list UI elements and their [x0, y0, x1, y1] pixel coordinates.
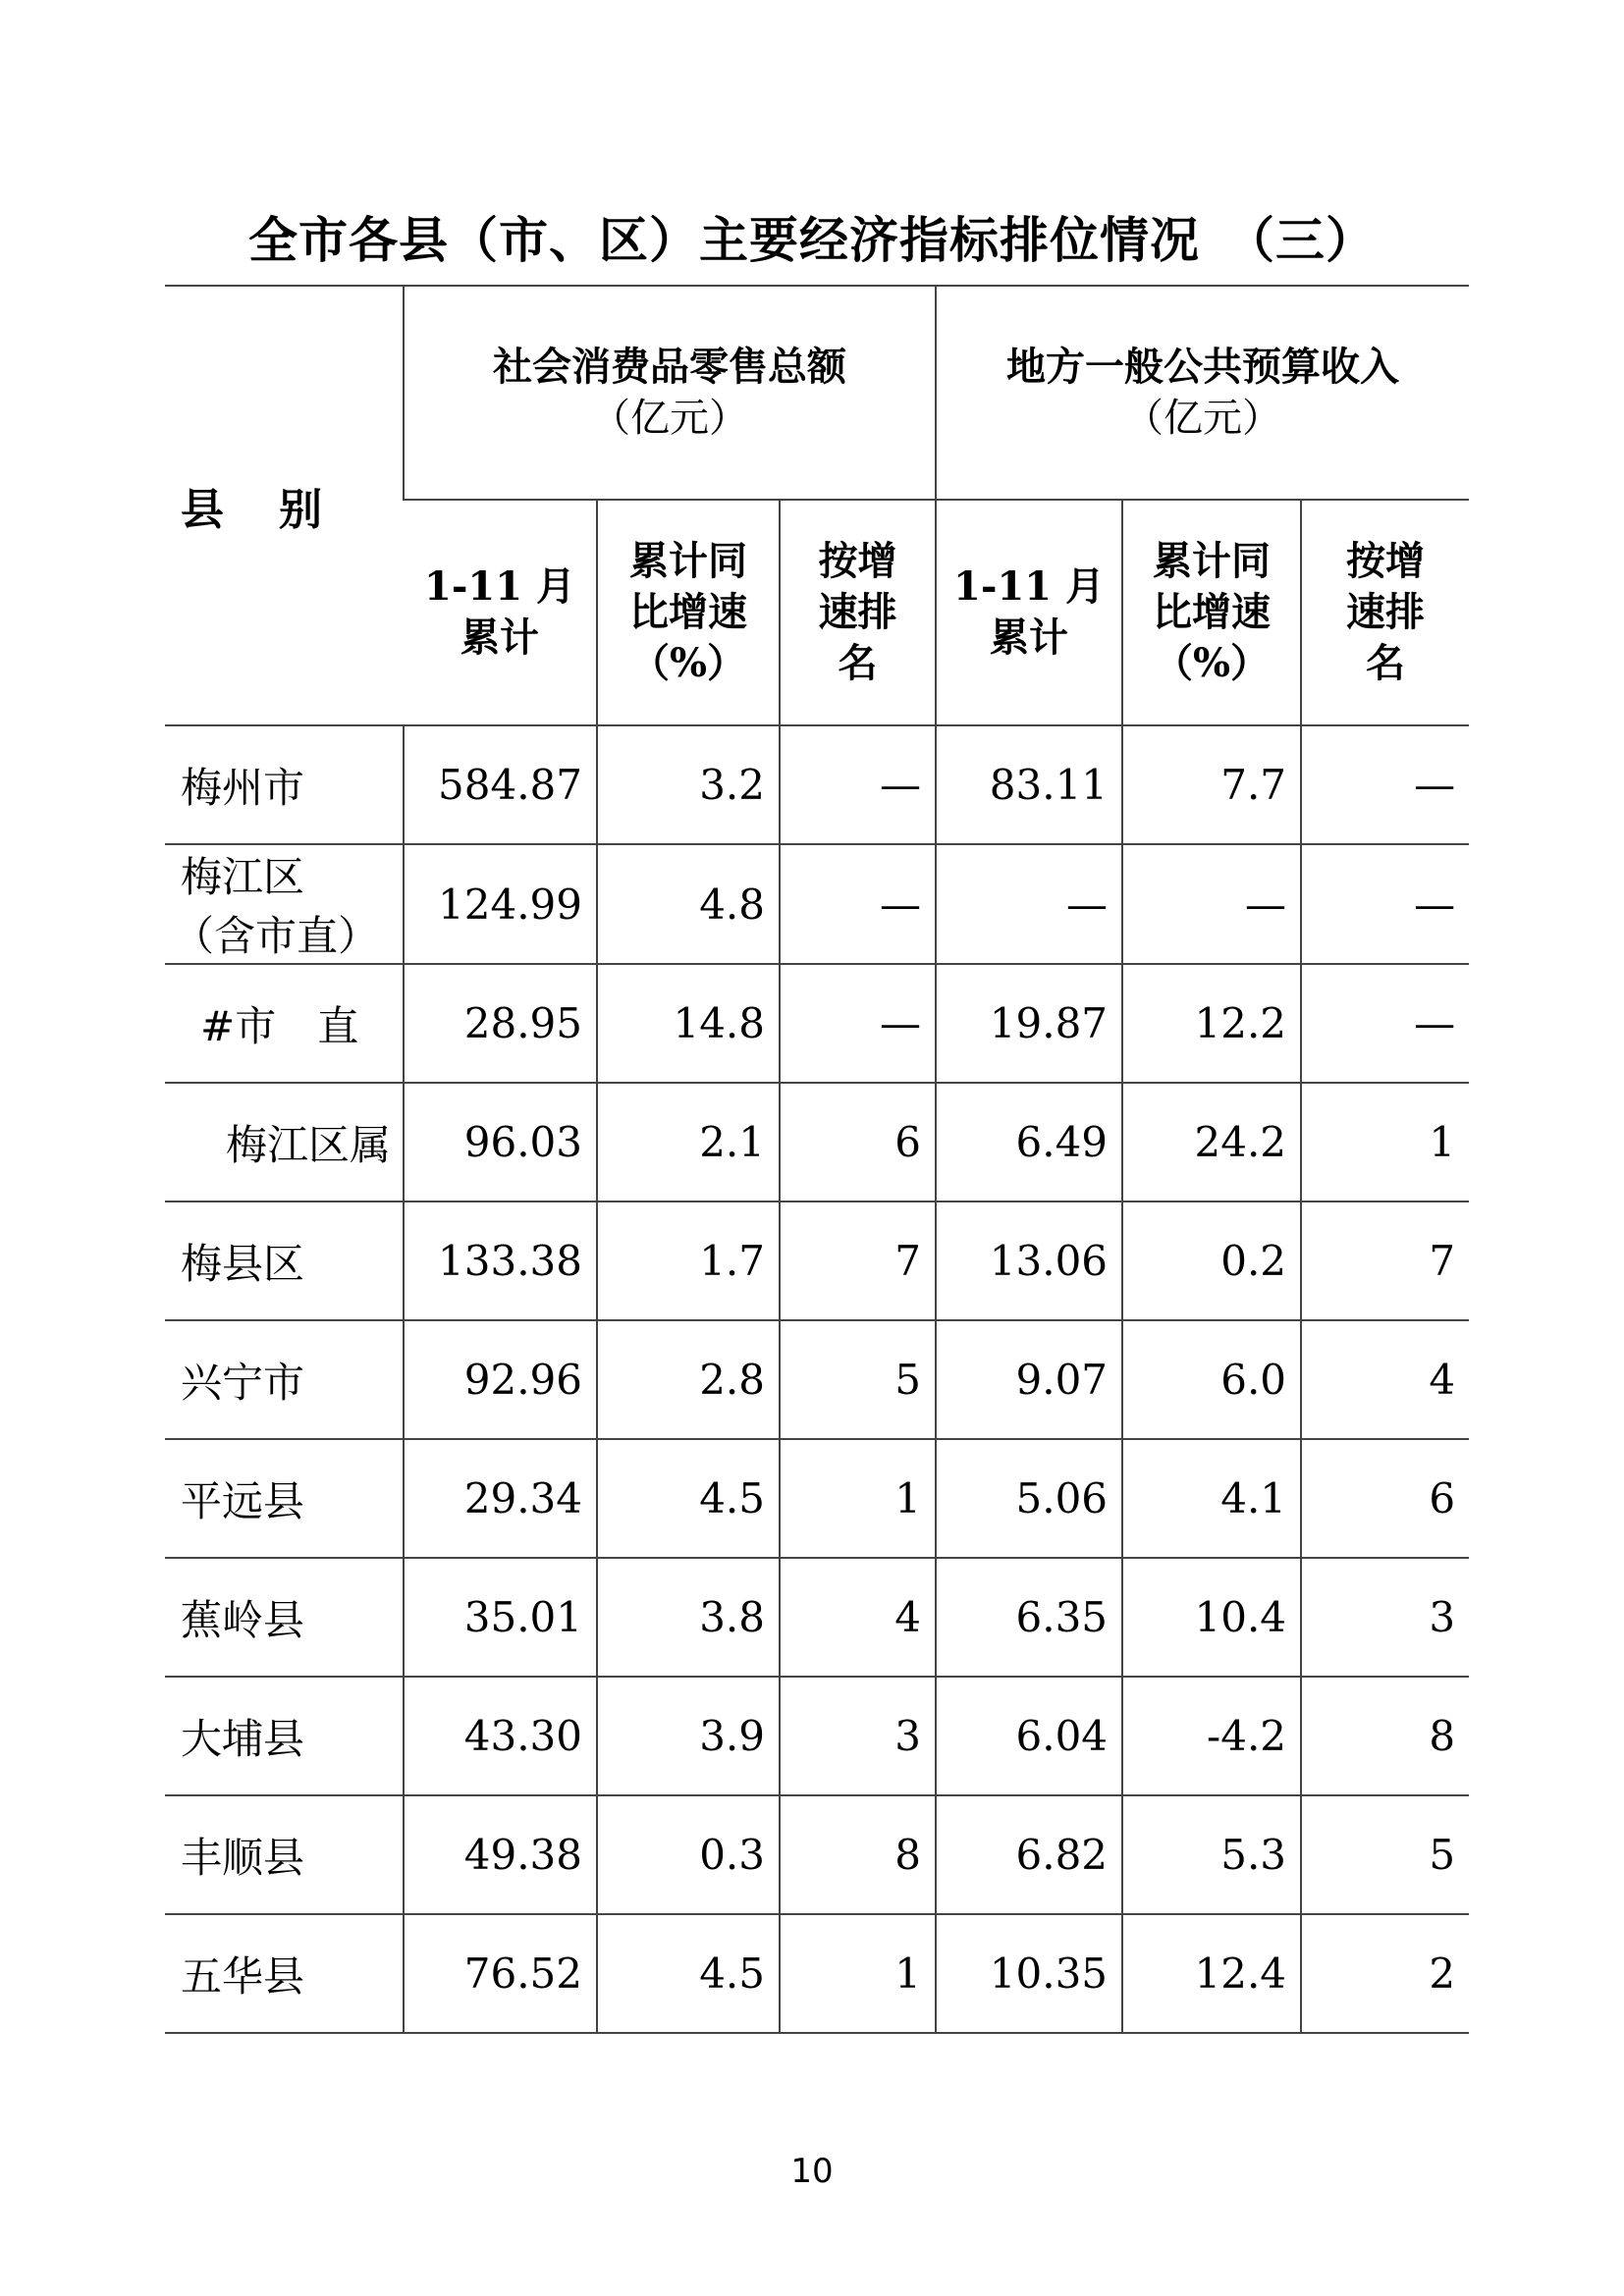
retail-growth-header: 累计同 比增速 （%） — [597, 500, 780, 725]
retail-cumulative: 76.52 — [404, 1914, 597, 2033]
revenue-rank: — — [1301, 844, 1469, 964]
revenue-cumulative: 5.06 — [936, 1439, 1122, 1558]
county-name: 梅州市 — [165, 725, 404, 844]
retail-rank: 8 — [780, 1795, 936, 1914]
retail-rank: 4 — [780, 1558, 936, 1677]
table-row — [165, 1201, 1469, 1320]
retail-sales-header-name: 社会消费品零售总额 — [493, 344, 847, 390]
retail-growth: 3.9 — [597, 1677, 780, 1795]
county-name — [165, 844, 404, 964]
revenue-rank: 1 — [1301, 1083, 1469, 1201]
county-name: 梅县区 — [165, 1201, 404, 1320]
economic-indicators-table — [165, 285, 1469, 2034]
revenue-rank: 4 — [1301, 1320, 1469, 1439]
table-row — [165, 1914, 1469, 2033]
county-name: 丰顺县 — [165, 1795, 404, 1914]
revenue-cumulative: 83.11 — [936, 725, 1122, 844]
revenue-rank: 2 — [1301, 1914, 1469, 2033]
revenue-cumulative: — — [936, 844, 1122, 964]
retail-cumulative: 43.30 — [404, 1677, 597, 1795]
revenue-cumulative: 6.49 — [936, 1083, 1122, 1201]
revenue-growth: 12.2 — [1122, 964, 1301, 1083]
retail-rank: 7 — [780, 1201, 936, 1320]
retail-sales-group-header — [404, 286, 936, 500]
revenue-cumulative: 10.35 — [936, 1914, 1122, 2033]
revenue-growth: 4.1 — [1122, 1439, 1301, 1558]
retail-rank: — — [780, 844, 936, 964]
retail-cumulative: 28.95 — [404, 964, 597, 1083]
county-column-header: 县 别 — [165, 286, 404, 725]
revenue-growth: 7.7 — [1122, 725, 1301, 844]
retail-cumulative: 133.38 — [404, 1201, 597, 1320]
revenue-rank: 8 — [1301, 1677, 1469, 1795]
retail-growth: 2.1 — [597, 1083, 780, 1201]
revenue-growth: -4.2 — [1122, 1677, 1301, 1795]
retail-growth: 0.3 — [597, 1795, 780, 1914]
revenue-growth-header: 累计同 比增速 （%） — [1122, 500, 1301, 725]
revenue-cumulative: 6.35 — [936, 1558, 1122, 1677]
revenue-rank: 5 — [1301, 1795, 1469, 1914]
revenue-growth: 6.0 — [1122, 1320, 1301, 1439]
retail-cumulative: 124.99 — [404, 844, 597, 964]
retail-growth: 4.5 — [597, 1439, 780, 1558]
revenue-cumulative-header: 1-11 月 累计 — [936, 500, 1122, 725]
county-name: 兴宁市 — [165, 1320, 404, 1439]
budget-revenue-group-header — [936, 286, 1469, 500]
retail-cumulative: 96.03 — [404, 1083, 597, 1201]
county-name-line1: 梅江区 — [181, 853, 305, 901]
retail-growth: 4.8 — [597, 844, 780, 964]
retail-cumulative: 92.96 — [404, 1320, 597, 1439]
table-row — [165, 1083, 1469, 1201]
retail-rank: 1 — [780, 1914, 936, 2033]
retail-cumulative-header: 1-11 月 累计 — [404, 500, 597, 725]
revenue-rank: — — [1301, 964, 1469, 1083]
table-row — [165, 1320, 1469, 1439]
table-row — [165, 1439, 1469, 1558]
revenue-growth: 0.2 — [1122, 1201, 1301, 1320]
retail-growth: 2.8 — [597, 1320, 780, 1439]
table-row — [165, 725, 1469, 844]
retail-cumulative: 35.01 — [404, 1558, 597, 1677]
retail-sales-header-unit: （亿元） — [591, 396, 749, 441]
page-title: 全市各县（市、区）主要经济指标排位情况 （三） — [248, 211, 1376, 269]
retail-growth: 4.5 — [597, 1914, 780, 2033]
table-row — [165, 964, 1469, 1083]
retail-rank: 6 — [780, 1083, 936, 1201]
revenue-growth: — — [1122, 844, 1301, 964]
revenue-cumulative: 19.87 — [936, 964, 1122, 1083]
revenue-cumulative: 6.04 — [936, 1677, 1122, 1795]
county-name: 五华县 — [165, 1914, 404, 2033]
revenue-cumulative: 6.82 — [936, 1795, 1122, 1914]
county-name: 蕉岭县 — [165, 1558, 404, 1677]
retail-rank: 3 — [780, 1677, 936, 1795]
retail-rank: — — [780, 725, 936, 844]
retail-cumulative: 29.34 — [404, 1439, 597, 1558]
county-name-line2: （含市直） — [173, 912, 380, 960]
revenue-cumulative: 9.07 — [936, 1320, 1122, 1439]
retail-rank: — — [780, 964, 936, 1083]
revenue-growth: 24.2 — [1122, 1083, 1301, 1201]
table-row — [165, 844, 1469, 964]
county-name: 大埔县 — [165, 1677, 404, 1795]
table-row — [165, 1795, 1469, 1914]
budget-revenue-header-name: 地方一般公共预算收入 — [1006, 344, 1400, 390]
revenue-cumulative: 13.06 — [936, 1201, 1122, 1320]
retail-rank-header: 按增 速排 名 — [780, 500, 936, 725]
revenue-rank: — — [1301, 725, 1469, 844]
retail-cumulative: 49.38 — [404, 1795, 597, 1914]
table-row — [165, 1558, 1469, 1677]
retail-rank: 5 — [780, 1320, 936, 1439]
retail-growth: 3.8 — [597, 1558, 780, 1677]
revenue-growth: 12.4 — [1122, 1914, 1301, 2033]
county-name: 平远县 — [165, 1439, 404, 1558]
page-number: 10 — [790, 2152, 834, 2191]
revenue-growth: 10.4 — [1122, 1558, 1301, 1677]
retail-growth: 1.7 — [597, 1201, 780, 1320]
revenue-rank-header: 按增 速排 名 — [1301, 500, 1469, 725]
county-name: 梅江区属 — [165, 1083, 404, 1201]
revenue-growth: 5.3 — [1122, 1795, 1301, 1914]
revenue-rank: 6 — [1301, 1439, 1469, 1558]
retail-cumulative: 584.87 — [404, 725, 597, 844]
retail-rank: 1 — [780, 1439, 936, 1558]
revenue-rank: 3 — [1301, 1558, 1469, 1677]
county-name: #市 直 — [165, 964, 404, 1083]
revenue-rank: 7 — [1301, 1201, 1469, 1320]
budget-revenue-header-unit: （亿元） — [1124, 396, 1282, 441]
table-row — [165, 1677, 1469, 1795]
retail-growth: 14.8 — [597, 964, 780, 1083]
retail-growth: 3.2 — [597, 725, 780, 844]
